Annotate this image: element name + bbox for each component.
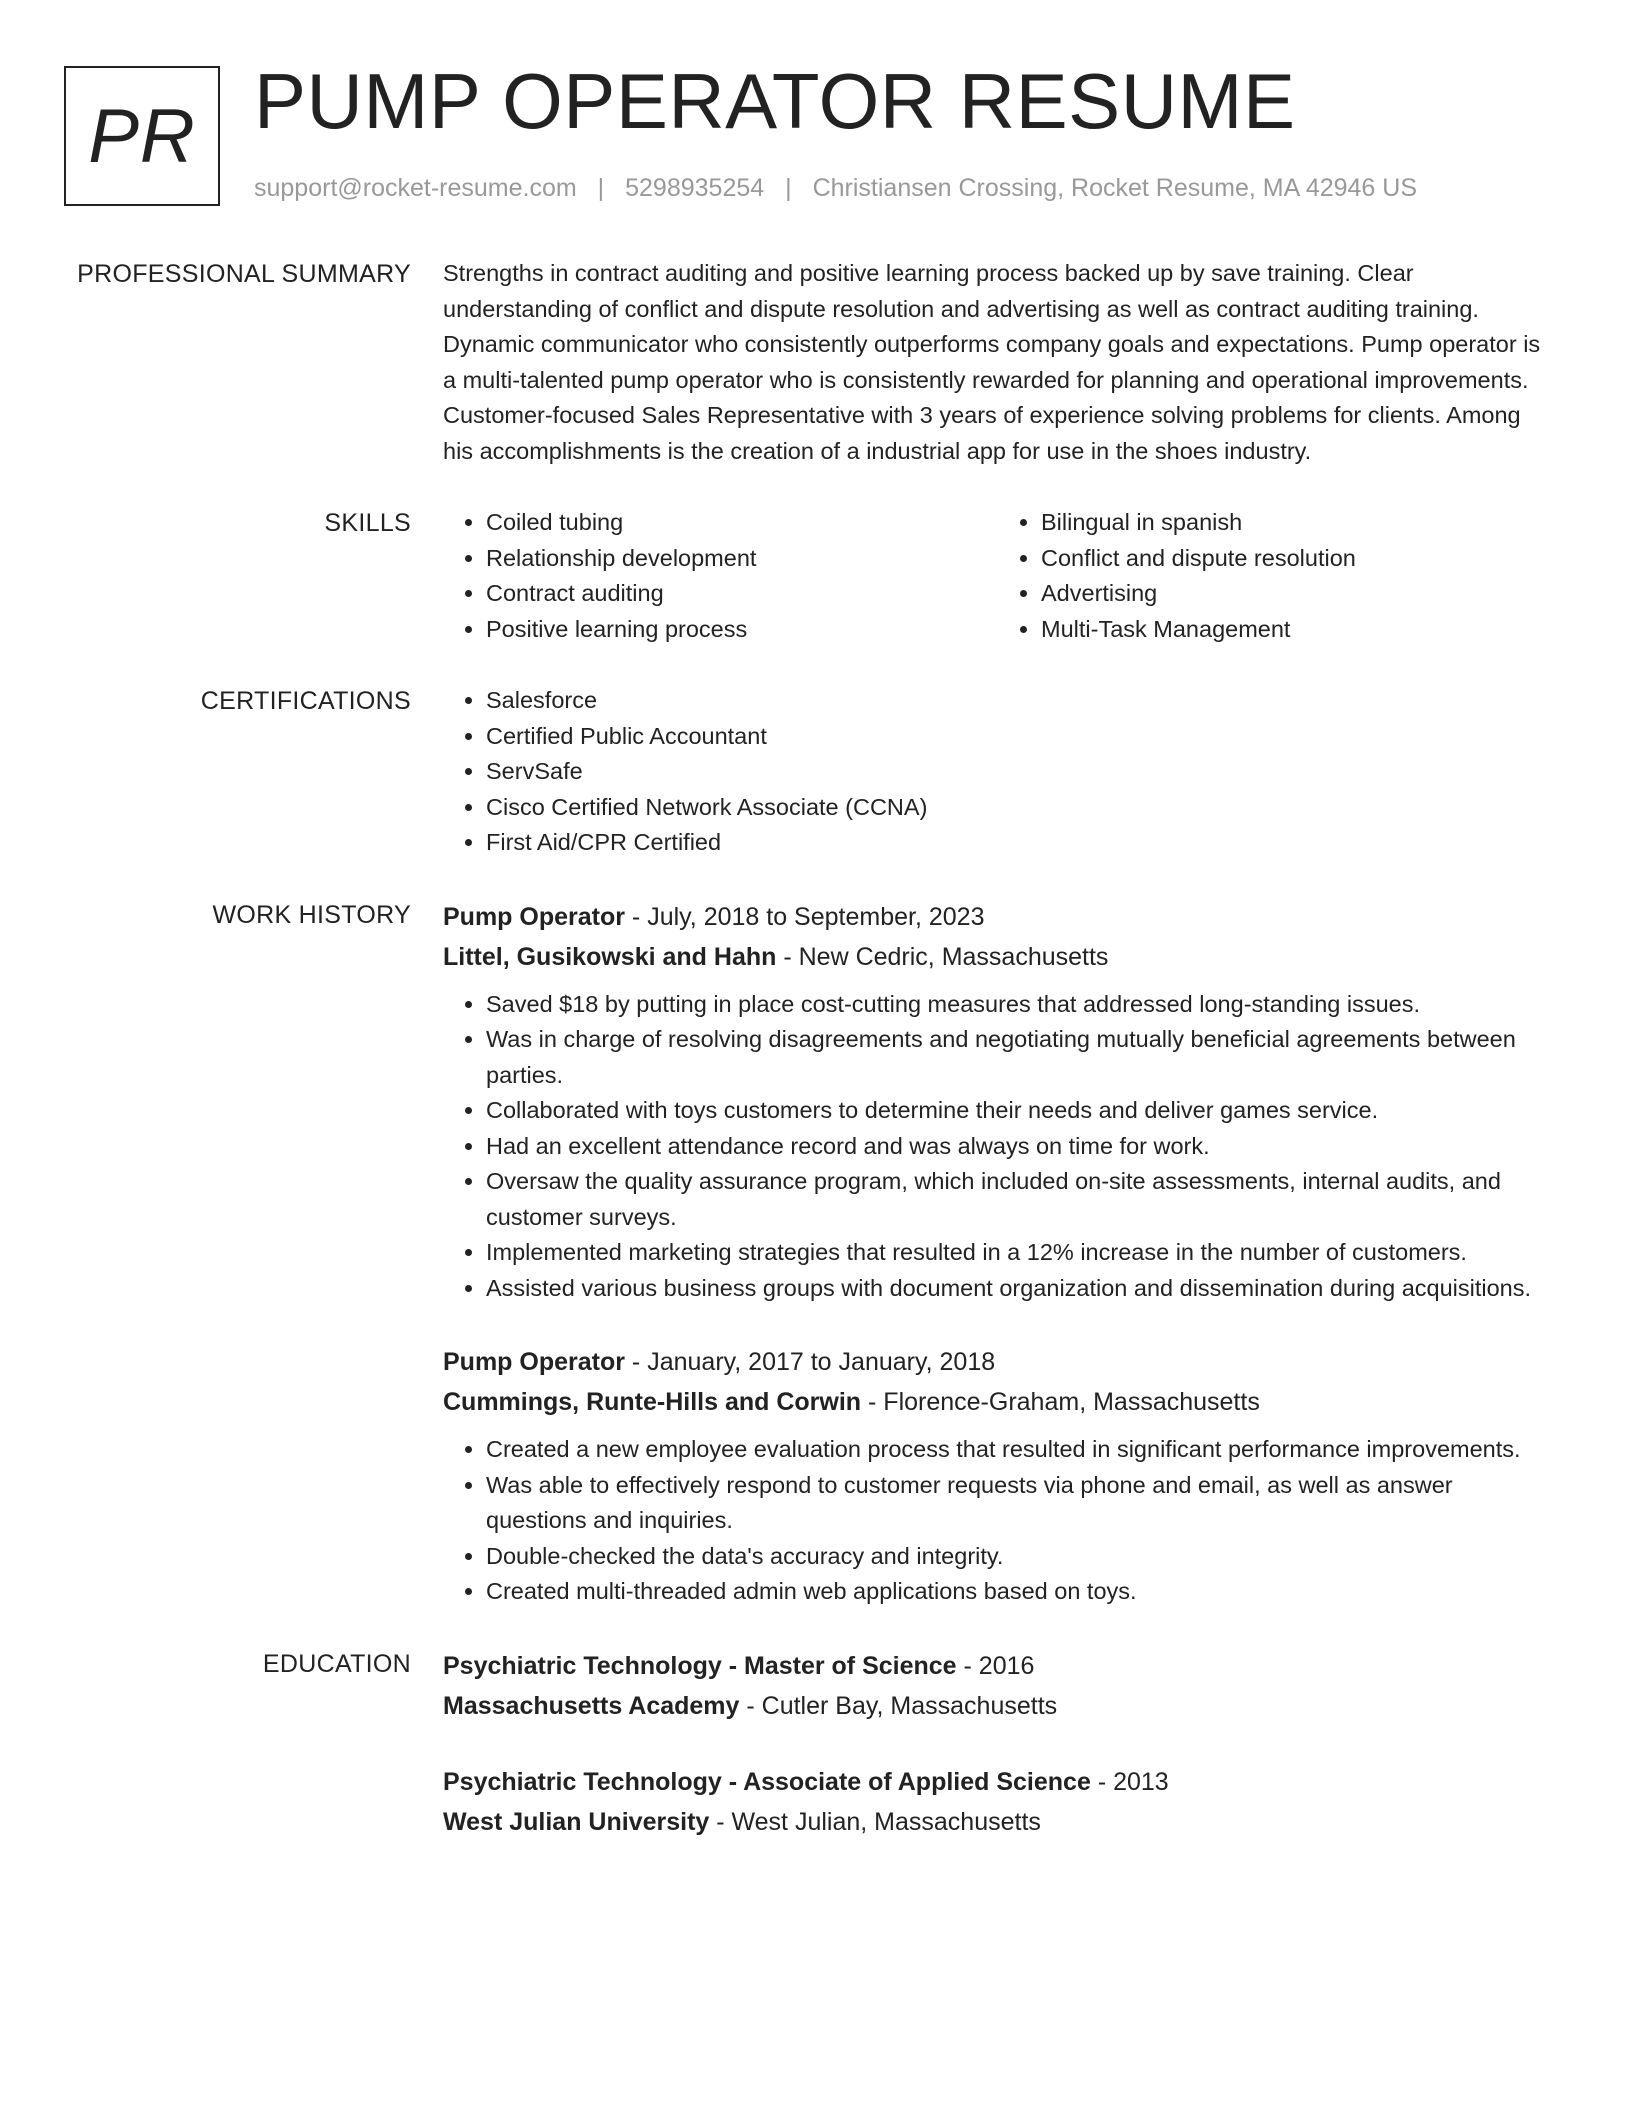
skills-list-left [443,505,998,647]
education-location: - West Julian, Massachusetts [709,1807,1041,1836]
certification-item: • Salesforce [486,683,1553,719]
education-year: - 2016 [956,1651,1035,1680]
certification-item: • First Aid/CPR Certified [486,825,1553,861]
certifications-list [443,683,1553,861]
education-school: Massachusetts Academy [443,1691,740,1720]
section-label-summary: PROFESSIONAL SUMMARY [77,260,411,288]
job-bullets [443,1432,1553,1610]
section-label-education: EDUCATION [262,1649,411,1678]
education-degree: Psychiatric Technology - Associate of Applied Science [443,1767,1091,1796]
education-school: West Julian University [443,1807,710,1836]
job-entry [443,1342,1553,1610]
skill-item: • Conflict and dispute resolution [1041,541,1553,577]
job-title-line [443,1342,1553,1382]
skill-item: • Multi-Task Management [1041,612,1553,648]
section-certifications [0,683,1632,861]
skills-grid [443,505,1553,647]
contact-line [254,172,1417,204]
education-entry [443,1646,1553,1726]
job-bullet: • Was able to effectively respond to customer requests via phone and email, as well as answer questions and inquiries. [486,1468,1553,1539]
skill-item: • Advertising [1041,576,1553,612]
job-dates: - July, 2018 to September, 2023 [624,902,985,931]
summary-text: Strengths in contract auditing and positive learning process backed up by save training. Clear understanding of conflict and dispute resolution and advertising as well as contract auditing training. Dynamic communicator who consistently outperforms company goals and expectations. Pump operator is a multi-talented pump operator who is consistently rewarded for planning and operational improvements. Customer-focused Sales Representative with 3 years of experience solving problems for clients. Among his accomplishments is the creation of a industrial app for use in the shoes industry. [443,260,1541,464]
job-bullets [443,987,1553,1307]
certification-item: • ServSafe [486,754,1553,790]
job-title-line [443,897,1553,937]
job-title: Pump Operator [443,902,625,931]
job-dates: - January, 2017 to January, 2018 [624,1348,996,1376]
education-degree-line [443,1762,1553,1802]
education-school-line [443,1686,1553,1726]
skill-item: • Bilingual in spanish [1041,505,1553,541]
skill-item: • Coiled tubing [486,505,998,541]
job-location: - New Cedric, Massachusetts [776,942,1109,971]
section-education [0,1646,1632,1842]
job-bullet: • Double-checked the data's accuracy and integrity. [486,1539,1553,1575]
certification-item: • Cisco Certified Network Associate (CCNA) [486,790,1553,826]
job-location: - Florence-Graham, Massachusetts [861,1388,1260,1416]
job-bullet: • Saved $18 by putting in place cost-cutting measures that addressed long-standing issues. [486,987,1553,1023]
skill-item: • Relationship development [486,541,998,577]
section-label-skills: SKILLS [324,509,411,537]
skills-list-right [998,505,1553,647]
job-bullet: • Created multi-threaded admin web applications based on toys. [486,1574,1553,1610]
contact-email[interactable]: support@rocket-resume.com [254,174,577,202]
resume-title: PUMP OPERATOR RESUME [254,57,1296,145]
contact-separator: | [597,174,605,202]
education-entry [443,1762,1553,1842]
section-skills [0,505,1632,647]
job-company: Littel, Gusikowski and Hahn [443,942,777,971]
job-entry [443,897,1553,1307]
job-bullet: • Oversaw the quality assurance program, which included on-site assessments, internal audits, and customer surveys. [486,1164,1553,1235]
certification-item: • Certified Public Accountant [486,719,1553,755]
skill-item: • Positive learning process [486,612,998,648]
contact-phone[interactable]: 5298935254 [625,174,765,202]
job-title: Pump Operator [443,1348,625,1376]
section-work-history [0,897,1632,1610]
contact-separator: | [785,174,792,202]
job-company: Cummings, Runte-Hills and Corwin [443,1388,862,1416]
job-bullet: • Was in charge of resolving disagreements and negotiating mutually beneficial agreements between parties. [486,1022,1553,1093]
job-bullet: • Implemented marketing strategies that resulted in a 12% increase in the number of customers. [486,1235,1553,1271]
section-label-certifications: CERTIFICATIONS [200,687,411,715]
education-degree-line [443,1646,1553,1686]
skill-item: • Contract auditing [486,576,998,612]
monogram-logo: PR [64,66,220,206]
job-bullet: • Had an excellent attendance record and was always on time for work. [486,1129,1553,1165]
section-label-work: WORK HISTORY [212,900,411,929]
education-degree: Psychiatric Technology - Master of Science [443,1651,957,1680]
job-bullet: • Created a new employee evaluation process that resulted in significant performance improvements. [486,1432,1553,1468]
contact-address: Christiansen Crossing, Rocket Resume, MA 42946 US [812,174,1418,202]
job-bullet: • Collaborated with toys customers to determine their needs and deliver games service. [486,1093,1553,1129]
section-summary [0,256,1632,469]
job-company-line [443,937,1553,977]
education-year: - 2013 [1090,1767,1169,1796]
education-school-line [443,1802,1553,1842]
job-bullet: • Assisted various business groups with document organization and dissemination during acquisitions. [486,1271,1553,1307]
resume-content [0,256,1632,1878]
job-company-line [443,1382,1553,1422]
education-location: - Cutler Bay, Massachusetts [739,1691,1058,1720]
